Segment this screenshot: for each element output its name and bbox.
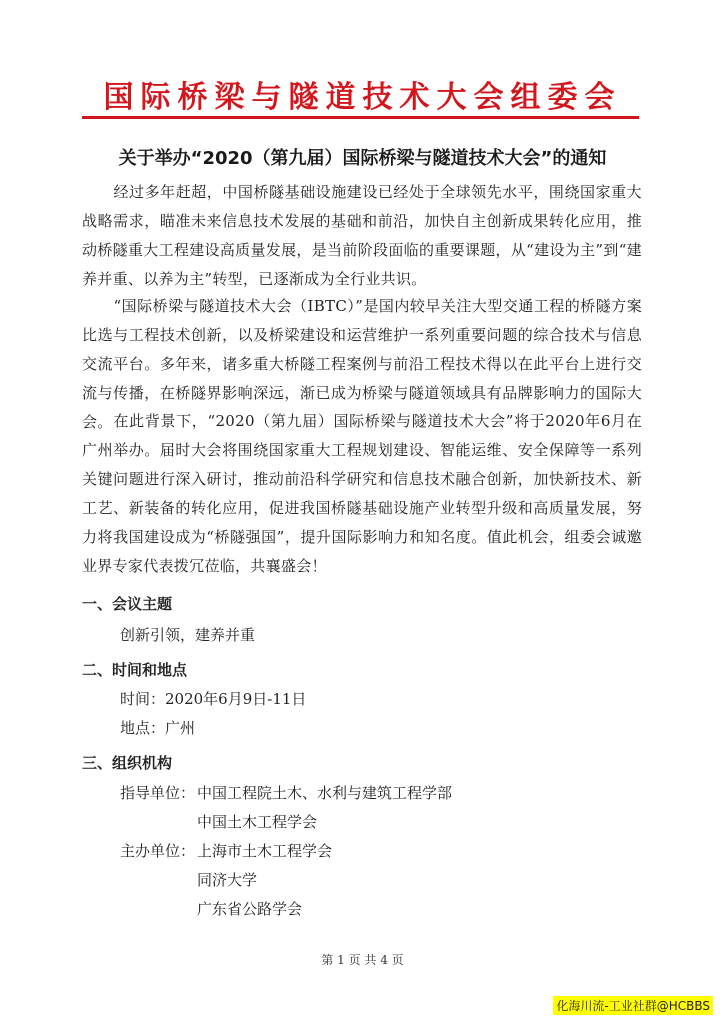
- page-footer: 第 1 页 共 4 页: [321, 953, 404, 967]
- host-unit-2: 同济大学: [197, 871, 258, 889]
- host-unit-1: 上海市土木工程学会: [197, 842, 333, 860]
- guide-unit-1: 中国工程院土木、水利与建筑工程学部: [197, 784, 453, 802]
- meeting-time: 时间：2020年6月9日-11日: [120, 690, 307, 708]
- paragraph-3: 在此背景下，“2020（第九届）国际桥梁与隧道技术大会”将于2020年6月在广州举办。届时大会将围绕国家重大工程规划建设、智能运维、安全保障等一系列关键问题进行深入研讨，推动前沿科学研究和信息技术融合创新，加快新技术、新工艺、新装备的转化应用，促进我国桥隧基础设施产业转型升级和高质量发展，努力将我国建设成为“桥隧强国”，提升国际影响力和知名度。值此机会，组委会诚邀业界专家代表拨冗莅临，共襄盛会！: [82, 412, 642, 575]
- guide-unit-2: 中国土木工程学会: [197, 813, 318, 831]
- guide-units-label: 指导单位：: [120, 784, 196, 802]
- paragraph-1: 经过多年赶超，中国桥隧基础设施建设已经处于全球领先水平，围绕国家重大战略需求，瞄准未来信息技术发展的基础和前沿，加快自主创新成果转化应用，推动桥隧重大工程建设高质量发展，是当前阶段面临的重要课题，从“建设为主”到“建养并重、以养为主”转型，已逐渐成为全行业共识。: [82, 183, 642, 288]
- host-unit-3: 广东省公路学会: [197, 900, 303, 918]
- letterhead-red-rule: [82, 116, 639, 119]
- section-time-place-heading: 二、时间和地点: [82, 661, 188, 679]
- section-org-heading: 三、组织机构: [82, 754, 173, 772]
- meeting-place: 地点：广州: [120, 719, 196, 737]
- letterhead-title: 国际桥梁与隧道技术大会组委会: [103, 80, 622, 115]
- host-units-label: 主办单位：: [120, 842, 196, 860]
- notice-title: 关于举办“2020（第九届）国际桥梁与隧道技术大会”的通知: [118, 148, 607, 169]
- theme-content: 创新引领，建养并重: [120, 626, 256, 644]
- paragraph-2: “国际桥梁与隧道技术大会（IBTC）”是国内较早关注大型交通工程的桥隧方案比选与工程技术创新，以及桥梁建设和运营维护一系列重要问题的综合技术与信息交流平台。多年来，诸多重大桥隧工程案例与前沿工程技术得以在此平台上进行交流与传播，在桥隧界影响深远，渐已成为桥梁与隧道领域具有品牌影响力的国际大会。: [82, 297, 642, 431]
- watermark-label: 化海川流-工业社群@HCBBS: [553, 996, 713, 1015]
- section-theme-heading: 一、会议主题: [82, 595, 173, 613]
